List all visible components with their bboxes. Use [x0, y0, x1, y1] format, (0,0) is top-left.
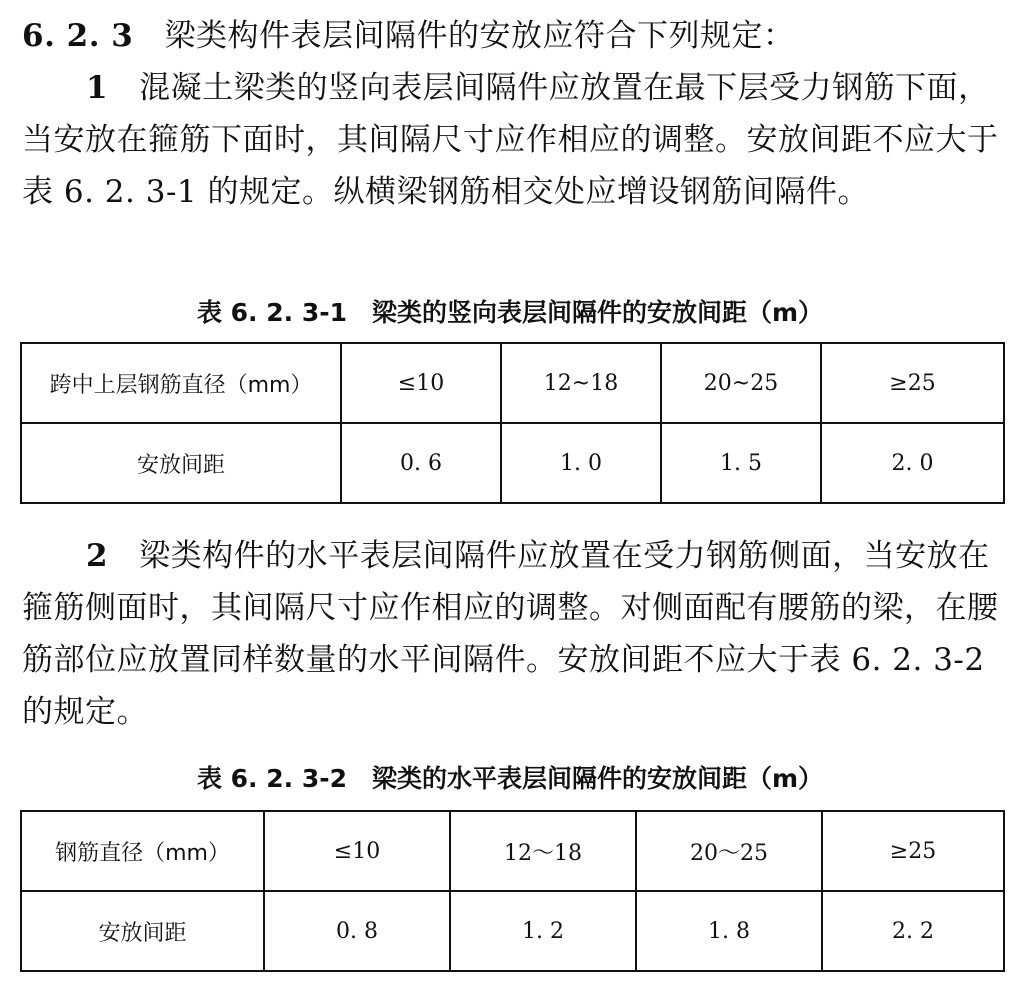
table-2-value-cell: 1. 8 [636, 891, 822, 971]
table-1-header-row [21, 343, 1004, 423]
table-1-header-cell: 12~18 [501, 343, 661, 423]
table-2-caption: 表 6. 2. 3-2 梁类的水平表层间隔件的安放间距（m） [196, 764, 824, 793]
table-2-row-label: 安放间距 [21, 891, 264, 971]
table-2-value-cell: 2. 2 [822, 891, 1004, 971]
table-2-value-cell: 1. 2 [450, 891, 636, 971]
table-1-caption: 表 6. 2. 3-1 梁类的竖向表层间隔件的安放间距（m） [196, 298, 824, 327]
table-1-header-label: 跨中上层钢筋直径（mm） [21, 343, 341, 423]
table-1-header-cell: ≤10 [341, 343, 501, 423]
item-1-paragraph [22, 62, 1002, 218]
table-1-header-cell: 20~25 [661, 343, 821, 423]
item-1-number: 1 [86, 70, 109, 106]
table-2-header-cell: ≤10 [264, 811, 450, 891]
table-2-value-cell: 0. 8 [264, 891, 450, 971]
table-1-value-row [21, 423, 1004, 503]
item-2-paragraph [22, 530, 1002, 738]
table-2-header-cell: ≥25 [822, 811, 1004, 891]
table-1 [20, 342, 1005, 504]
clause-number: 6. 2. 3 [22, 18, 134, 54]
table-1-value-cell: 2. 0 [821, 423, 1004, 503]
item-2-number: 2 [86, 538, 109, 574]
clause-heading [22, 10, 1002, 62]
item-1-text: 混凝土梁类的竖向表层间隔件应放置在最下层受力钢筋下面，当安放在箍筋下面时，其间隔尺寸应作相应的调整。安放间距不应大于表 6. 2. 3-1 的规定。纵横梁钢筋相交处应增设钢筋间隔件。 [22, 70, 999, 210]
table-1-value-cell: 0. 6 [341, 423, 501, 503]
table-1-value-cell: 1. 5 [661, 423, 821, 503]
table-1-header-cell: ≥25 [821, 343, 1004, 423]
table-2-header-cell: 20～25 [636, 811, 822, 891]
table-1-row-label: 安放间距 [21, 423, 341, 503]
table-2-value-row [21, 891, 1004, 971]
item-2-text: 梁类构件的水平表层间隔件应放置在受力钢筋侧面，当安放在箍筋侧面时，其间隔尺寸应作相应的调整。对侧面配有腰筋的梁，在腰筋部位应放置同样数量的水平间隔件。安放间距不应大于表 6. 2. 3-2 的规定。 [22, 538, 999, 730]
table-2-header-row [21, 811, 1004, 891]
table-2-header-label: 钢筋直径（mm） [21, 811, 264, 891]
table-2-header-cell: 12～18 [450, 811, 636, 891]
table-1-value-cell: 1. 0 [501, 423, 661, 503]
clause-text: 梁类构件表层间隔件的安放应符合下列规定： [164, 18, 795, 54]
table-2 [20, 810, 1005, 972]
